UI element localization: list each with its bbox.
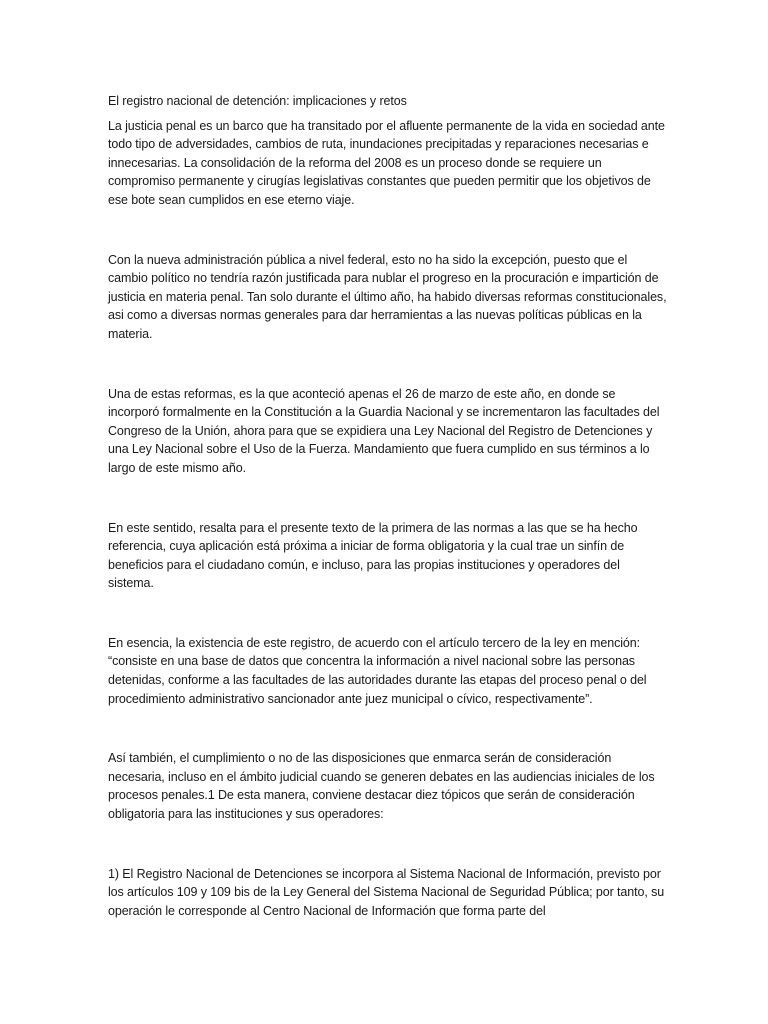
- paragraph-7: 1) El Registro Nacional de Detenciones se incorpora al Sistema Nacional de Información, previsto por los artículos 109 y 109 bis de la Ley General del Sistema Nacional de Seguridad Pública; por tanto, su operación le corresponde al Centro Nacional de Información que forma parte del: [108, 866, 665, 918]
- paragraph-5: En esencia, la existencia de este registro, de acuerdo con el artículo tercero de la ley en mención: “consiste en una base de datos que concentra la información a nivel nacional sobre las personas detenidas, conforme a las facultades de las autoridades durante las etapas del proceso penal o del procedimiento administrativo sancionador ante juez municipal o cívico, respectivamente”.: [108, 635, 647, 706]
- paragraph-6: Así también, el cumplimiento o no de las disposiciones que enmarca serán de consideración necesaria, incluso en el ámbito judicial cuando se generen debates en las audiencias iniciales de los procesos penales.1 De esta manera, conviene destacar diez tópicos que serán de consideración obligatoria para las instituciones y sus operadores:: [108, 751, 655, 822]
- paragraph-gap: [108, 708, 668, 749]
- paragraph-gap: [108, 344, 668, 385]
- paragraph-3: Una de estas reformas, es la que aconteció apenas el 26 de marzo de este año, en donde se incorporó formalmente en la Constitución a la Guardia Nacional y se incrementaron las facultades del Congreso de la Unión, ahora para que se expidiera una Ley Nacional del Registro de Detenciones y una Ley Nacional sobre el Uso de la Fuerza. Mandamiento que fuera cumplido en sus términos a lo largo de este mismo año.: [108, 386, 660, 475]
- paragraph-2: Con la nueva administración pública a nivel federal, esto no ha sido la excepción, puesto que el cambio político no tendría razón justificada para nublar el progreso en la procuración e impartición de justicia en materia penal. Tan solo durante el último año, ha habido diversas reformas constitucionales, asi como a diversas normas generales para dar herramientas a las nuevas políticas públicas en la materia.: [108, 252, 667, 341]
- paragraph-4: En este sentido, resalta para el presente texto de la primera de las normas a las que se ha hecho referencia, cuya aplicación está próxima a iniciar de forma obligatoria y la cual trae un sinfín de beneficios para el ciudadano común, e incluso, para las propias instituciones y operadores del sistema.: [108, 520, 638, 591]
- paragraph-1: La justicia penal es un barco que ha transitado por el afluente permanente de la vida en sociedad ante todo tipo de adversidades, cambios de ruta, inundaciones precipitadas y reparaciones necesarias e innecesarias. La consolidación de la reforma del 2008 es un proceso donde se requiere un compromiso permanente y cirugías legislativas constantes que pueden permitir que los objetivos de ese bote sean cumplidos en ese eterno viaje.: [108, 118, 665, 207]
- paragraph-gap: [108, 210, 668, 251]
- paragraph-gap: [108, 824, 668, 865]
- paragraph-gap: [108, 593, 668, 634]
- document-title: El registro nacional de detención: implicaciones y retos: [108, 94, 407, 108]
- paragraph-gap: [108, 478, 668, 519]
